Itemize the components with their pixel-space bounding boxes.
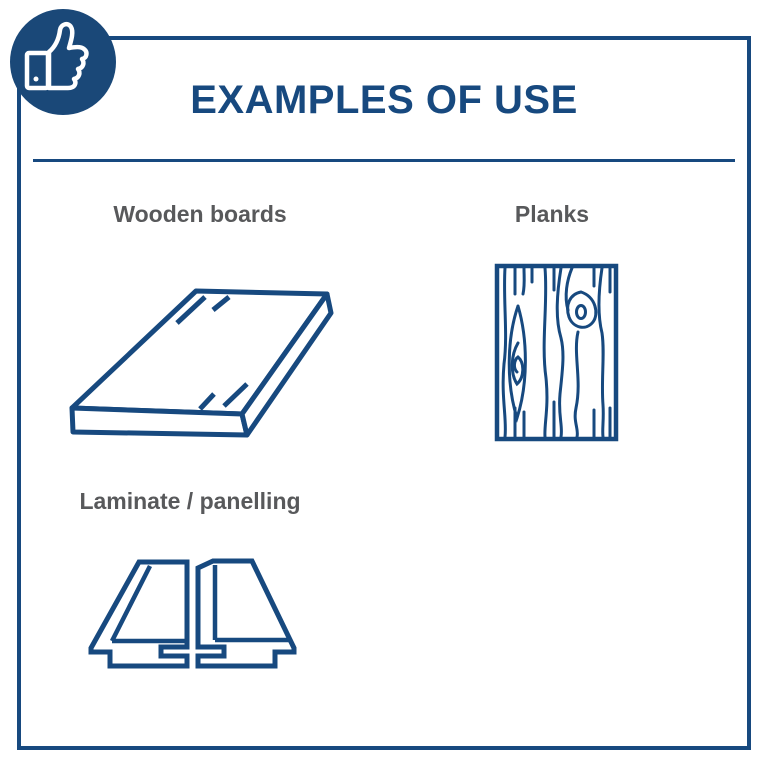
laminate-left-profile bbox=[91, 562, 187, 666]
label-wooden-boards: Wooden boards bbox=[113, 201, 287, 227]
wooden-board-icon bbox=[60, 275, 345, 445]
laminate-right-profile bbox=[198, 561, 294, 666]
label-laminate-panelling: Laminate / panelling bbox=[79, 488, 301, 514]
laminate-panelling-icon bbox=[80, 552, 310, 677]
thumbs-up-icon bbox=[9, 7, 119, 117]
page-title: EXAMPLES OF USE bbox=[190, 78, 578, 122]
thumbs-up-badge bbox=[9, 7, 119, 117]
plank-wood-grain-icon bbox=[490, 258, 625, 448]
label-planks: Planks bbox=[514, 201, 590, 227]
title-divider bbox=[33, 159, 735, 162]
